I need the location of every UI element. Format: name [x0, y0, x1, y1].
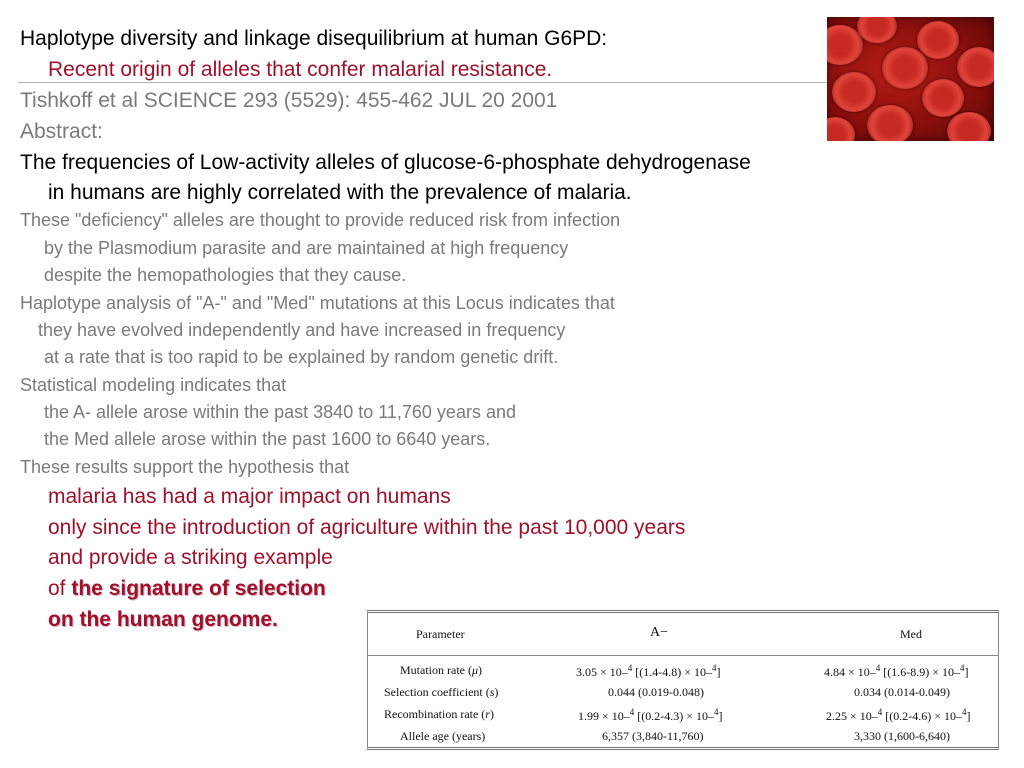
abstract-p1-line1: The frequencies of Low-activity alleles of glucose-6-phosphate dehydrogenase: [20, 151, 751, 174]
table-row: [368, 729, 998, 750]
abstract-p4-line2: the A- allele arose within the past 3840 to 11,760 years and: [44, 402, 516, 422]
row-parameter: Mutation rate (μ): [400, 663, 483, 677]
table-row: [368, 685, 998, 706]
table-header: [368, 613, 998, 656]
conclusion-line1: malaria has had a major impact on humans: [48, 485, 451, 508]
header-a-minus: A−: [650, 625, 669, 640]
conclusion-emphasis: the signature of selection: [71, 577, 326, 600]
row-med-value: 3,330 (1,600-6,640): [854, 729, 950, 743]
row-med-value: 4.84 × 10–$^4$ [(1.6-8.9) × 10–$^4$]: [824, 663, 969, 679]
row-med-value: 0.034 (0.014-0.049): [854, 685, 950, 699]
abstract-p3-line2: they have evolved independently and have increased in frequency: [38, 320, 566, 340]
conclusion-line5: on the human genome.: [48, 608, 278, 631]
abstract-p1-line2: in humans are highly correlated with the prevalence of malaria.: [48, 181, 632, 204]
title-divider: [18, 82, 828, 83]
abstract-label: Abstract:: [20, 120, 103, 143]
abstract-p3-line1: Haplotype analysis of "A-" and "Med" mutations at this Locus indicates that: [20, 293, 615, 313]
abstract-p5-line1: These results support the hypothesis that: [20, 457, 350, 477]
red-blood-cells-photo: [827, 17, 994, 141]
header-parameter: Parameter: [416, 627, 465, 641]
parameter-table: [367, 610, 999, 750]
conclusion-line2: only since the introduction of agriculture within the past 10,000 years: [48, 516, 686, 539]
header-med: Med: [900, 627, 922, 641]
conclusion-line4: [48, 577, 326, 601]
row-a-value: 3.05 × 10–$^4$ [(1.4-4.8) × 10–$^4$]: [576, 663, 721, 679]
abstract-p2-line2: by the Plasmodium parasite and are maintained at high frequency: [44, 238, 569, 258]
row-med-value: 2.25 × 10–$^4$ [(0.2-4.6) × 10–$^4$]: [826, 707, 971, 723]
abstract-p4-line3: the Med allele arose within the past 1600 to 6640 years.: [44, 429, 491, 449]
row-a-value: 6,357 (3,840-11,760): [602, 729, 704, 743]
table-row: [368, 663, 998, 684]
citation: Tishkoff et al SCIENCE 293 (5529): 455-462 JUL 20 2001: [20, 89, 558, 112]
row-a-value: 1.99 × 10–$^4$ [(0.2-4.3) × 10–$^4$]: [578, 707, 723, 723]
abstract-p3-line3: at a rate that is too rapid to be explained by random genetic drift.: [44, 347, 559, 367]
table-row: [368, 707, 998, 728]
row-parameter: Selection coefficient (s): [384, 685, 499, 699]
slide-subtitle: Recent origin of alleles that confer malarial resistance.: [48, 58, 553, 81]
conclusion-prefix: of: [48, 577, 66, 600]
abstract-p2-line3: despite the hemopathologies that they cause.: [44, 265, 407, 285]
abstract-p4-line1: Statistical modeling indicates that: [20, 375, 287, 395]
row-a-value: 0.044 (0.019-0.048): [608, 685, 704, 699]
row-parameter: Recombination rate (r): [384, 707, 494, 721]
slide-title: Haplotype diversity and linkage disequilibrium at human G6PD:: [20, 27, 608, 50]
abstract-p2-line1: These "deficiency" alleles are thought to provide reduced risk from infection: [20, 210, 621, 230]
conclusion-line3: and provide a striking example: [48, 546, 333, 569]
row-parameter: Allele age (years): [400, 729, 486, 743]
